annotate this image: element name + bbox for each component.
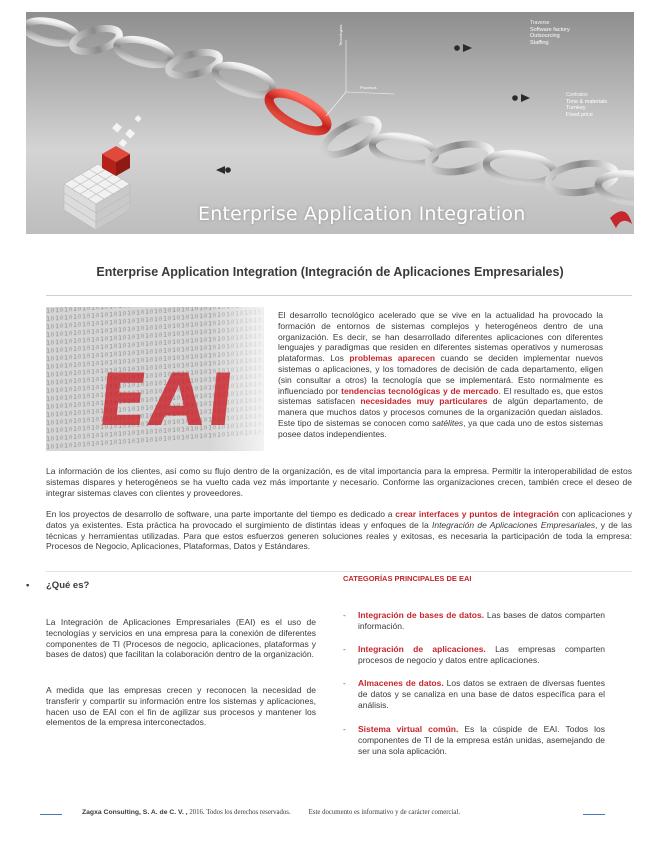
intro-highlight: tendencias tecnológicas y de mercado	[341, 385, 499, 396]
footer-left-rule	[40, 814, 62, 815]
hero-title: Enterprise Application Integration	[198, 203, 526, 225]
red-chain-link	[264, 85, 333, 138]
footer-right-rule	[583, 814, 605, 815]
projects-text: , y de las técnicas y herramientas utilizadas. Para que estos esfuerzos generen soluciones reales y exitosas, es necesaria la participación de toda la empresa: Procesos de Negocio, Aplicaciones, Plataformas, Datos y Estándares.	[46, 519, 632, 552]
corner-swirl-icon	[610, 211, 632, 228]
hero-top-list	[530, 20, 570, 46]
projects-paragraph	[46, 509, 632, 552]
clients-paragraph: La información de los clientes, así como su flujo dentro de la organización, es de vital importancia para la empresa. Permitir la interoperabilidad de estos sistemas dispares y heterogéneos se ha vuelto cada vez más importante y necesario. Conforme las organizaciones crecen, también crece el deseo de integrar sistemas claves con clientes y proveedores.	[46, 466, 632, 498]
hero-mid-list-item: Turnkey	[566, 105, 586, 111]
intro-text: , ya que cada uno de estos sistemas posee datos independientes.	[278, 417, 603, 439]
binary-code-illustration	[46, 307, 264, 451]
category-item	[343, 724, 605, 756]
category-item	[343, 678, 605, 710]
category-item	[343, 644, 605, 666]
dash-icon: -	[343, 724, 346, 734]
hero-top-list-item: Software factory	[530, 26, 570, 33]
category-title: Sistema virtual común.	[358, 724, 459, 734]
eai-binary-image	[46, 307, 264, 451]
footer-rights: 2016. Todos los derechos reservados.	[187, 809, 291, 816]
intro-highlight: problemas aparecen	[349, 353, 436, 364]
intro-text: cuando se deciden implementar nuevos sistemas o aplicaciones, y los tomadores de decisión de cada departamento, eligen (sin consultar a otros) la tecnología que se implementará. Esto normalmente es influenciado por	[278, 353, 604, 396]
intro-text: de algún departamento, de manera que muchos datos y procesos comunes de la organización quedan aislados. Este tipo de sistemas se conocen como	[278, 396, 604, 428]
projects-italic: Integración de Aplicaciones Empresariales	[431, 519, 596, 530]
hero-top-list-item: Outsourcing	[530, 33, 560, 39]
footer-notice: Este documento es informativo y de carácter comercial.	[308, 809, 461, 816]
category-text: Es la cúspide de EAI. Todos los componentes de TI de la empresa están unidas, asemejando de ser una sola aplicación.	[358, 724, 606, 756]
hero-top-list-item: Staffing	[530, 39, 549, 46]
category-title: Almacenes de datos.	[358, 678, 444, 688]
axis-horizontal-label: Procesos	[360, 85, 377, 90]
page-title: Enterprise Application Integration (Integración de Aplicaciones Empresariales)	[96, 265, 564, 279]
que-es-paragraph-2: A medida que las empresas crecen y reconocen la necesidad de transferir y compartir su información entre los sistemas y aplicaciones, hacen uso de EAI con el fin de agilizar sus procesos y mantener los elementos de la empresa interconectados.	[46, 685, 316, 728]
intro-highlight: necesidades muy particulares	[360, 396, 488, 407]
dash-icon: -	[343, 610, 346, 620]
hero-banner	[26, 12, 634, 234]
que-es-heading	[26, 580, 89, 591]
category-item	[343, 610, 605, 632]
dash-icon: -	[343, 644, 346, 654]
footer	[82, 809, 460, 816]
hero-mid-list	[566, 92, 607, 118]
intro-italic: satélites	[431, 417, 464, 428]
footer-company: Zagxa Consulting, S. A. de C. V. ,	[82, 809, 188, 816]
category-text: Las empresas comparten procesos de negocio y datos entre aplicaciones.	[358, 644, 605, 665]
intro-text: El desarrollo tecnológico acelerado que se vive en la actualidad ha provocado la formación de entornos de sistemas complejos y heterogéneos dentro de una organización. Es decir, se han desarrollado diferentes aplicaciones con diferentes lenguajes y paradigmas que residen en diferentes sistemas operativos y numerosas plataformas. Los	[278, 310, 603, 364]
category-text: Los datos se extraen de diversas fuentes de datos y se canaliza en una base de datos específica para el análisis.	[358, 678, 605, 710]
hero-mid-list-header: Contratos	[566, 92, 588, 98]
category-title: Integración de aplicaciones.	[358, 644, 486, 654]
projects-text: En los proyectos de desarrollo de software, una parte importante del tiempo es dedicado a	[46, 509, 396, 519]
category-title: Integración de bases de datos.	[358, 610, 485, 620]
projects-highlight: crear interfaces y puntos de integración	[395, 509, 559, 519]
category-text: Las bases de datos comparten información.	[358, 610, 605, 631]
eai-red-letters: EAI	[93, 359, 241, 443]
projects-text: con aplicaciones y datos ya existentes. Esta práctica ha provocado el surgimiento de distintas ideas y enfoques de la	[46, 509, 632, 530]
hero-mid-list-item: Time & materials	[566, 98, 608, 105]
axis-vertical-label: Tecnologías	[338, 24, 343, 46]
section-divider	[46, 571, 632, 572]
intro-paragraph	[278, 310, 603, 440]
dash-icon: -	[343, 678, 346, 688]
hero-top-list-header: Traverse	[530, 20, 550, 26]
que-es-paragraph-1: La Integración de Aplicaciones Empresariales (EAI) es el uso de tecnologías y servicios en una empresa para la conexión de diferentes componentes de TI (Procesos de negocio, aplicaciones, plataformas y bases de datos) que facilitan la colaboración dentro de la organización.	[46, 617, 316, 660]
bullet-icon: •	[26, 580, 30, 591]
categories-heading: CATEGORÍAS PRINCIPALES DE EAI	[343, 574, 472, 583]
intro-text: . El resultado es, que estos sistemas satisfacen	[278, 385, 603, 407]
title-divider	[46, 295, 632, 296]
que-es-heading-text: ¿Qué es?	[46, 580, 90, 591]
hero-mid-list-item: Fixed price	[566, 111, 593, 118]
